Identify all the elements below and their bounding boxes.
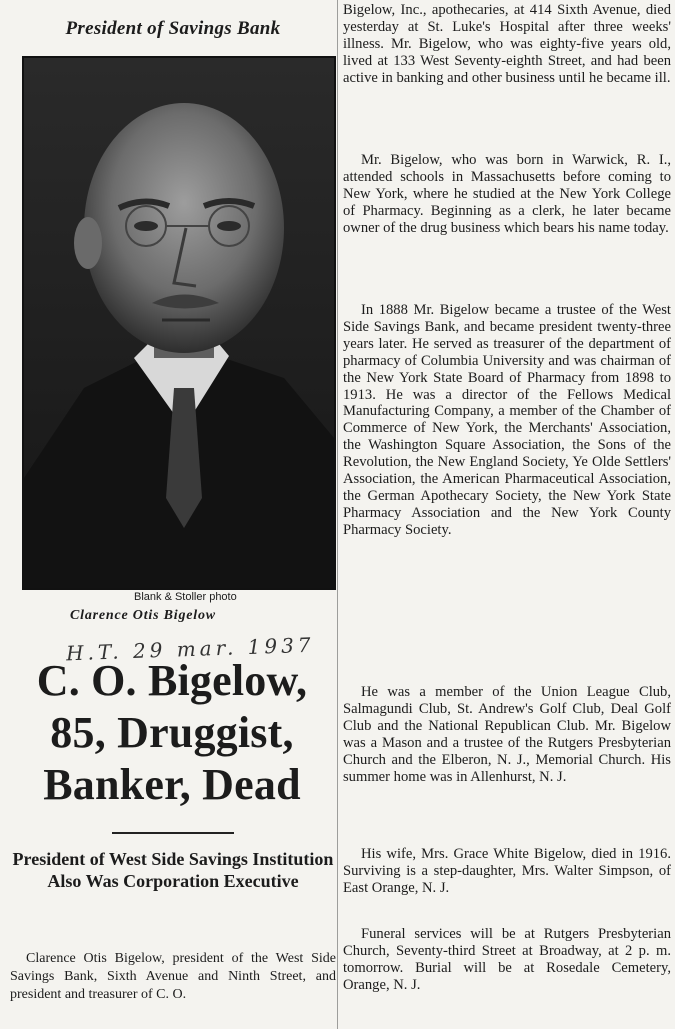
article-paragraph: Funeral services will be at Rutgers Presbyterian Church, Seventy-third Street at Broadway, at 2 p. m. tomorrow. Burial will be at Rosedale Cemetery, Orange, N. J. (343, 926, 671, 993)
article-paragraph: His wife, Mrs. Grace White Bigelow, died in 1916. Surviving is a step-daughter, Mrs. Walter Simpson, of East Orange, N. J. (343, 846, 671, 896)
article-paragraph: He was a member of the Union League Club, Salmagundi Club, St. Andrew's Golf Club, Deal Golf Club and the National Republican Club. Mr. Bigelow was a Mason and a trustee of the Rutgers Presbyterian Church and the Elberon, N. J., Memorial Church. His summer home was in Allenhurst, N. J. (343, 684, 671, 785)
left-column (6, 0, 336, 1029)
photo-credit: Blank & Stoller photo (134, 591, 237, 603)
photo-heading: President of Savings Bank (65, 18, 281, 39)
article-paragraph: Bigelow, Inc., apothecaries, at 414 Sixth Avenue, died yesterday at St. Luke's Hospital after three weeks' illness. Mr. Bigelow, who was eighty-five years old, lived at 133 West Seventy-eighth Street, and had been active in banking and other business until he became ill. (343, 2, 671, 86)
portrait-image (24, 58, 334, 588)
headline: C. O. Bigelow, 85, Druggist, Banker, Dead (36, 656, 308, 809)
article-paragraph: Mr. Bigelow, who was born in Warwick, R. I., attended schools in Massachusetts before coming to New York, where he studied at the New York College of Pharmacy. Beginning as a clerk, he later became owner of the drug business which bears his name today. (343, 152, 671, 236)
headline-rule (112, 832, 234, 834)
article-lead-paragraph: Clarence Otis Bigelow, president of the West Side Savings Bank, Sixth Avenue and Ninth Street, and president and treasurer of C. O. (10, 951, 336, 1002)
subheadline: President of West Side Savings Institution Also Was Corporation Executive (12, 849, 334, 891)
column-divider (337, 0, 338, 1029)
portrait-photo (22, 56, 336, 590)
photo-caption: Clarence Otis Bigelow (70, 608, 216, 623)
handwritten-date-note: H.T. 29 mar. 1937 (65, 632, 315, 666)
article-paragraph: In 1888 Mr. Bigelow became a trustee of the West Side Savings Bank, and became president twenty-three years later. He served as treasurer of the department of pharmacy of Columbia University and was chairman of the New York State Board of Pharmacy from 1898 to 1913. He was a director of the Fellows Medical Manufacturing Company, a member of the Chamber of Commerce of New York, the Merchants' Association, the Washington Square Association, the Sons of the Revolution, the New England Society, Ye Olde Settlers' Association, the American Pharmaceutical Association, the German Apothecary Society, the New York State Pharmacy Association and the New York County Pharmacy Society. (343, 302, 671, 538)
